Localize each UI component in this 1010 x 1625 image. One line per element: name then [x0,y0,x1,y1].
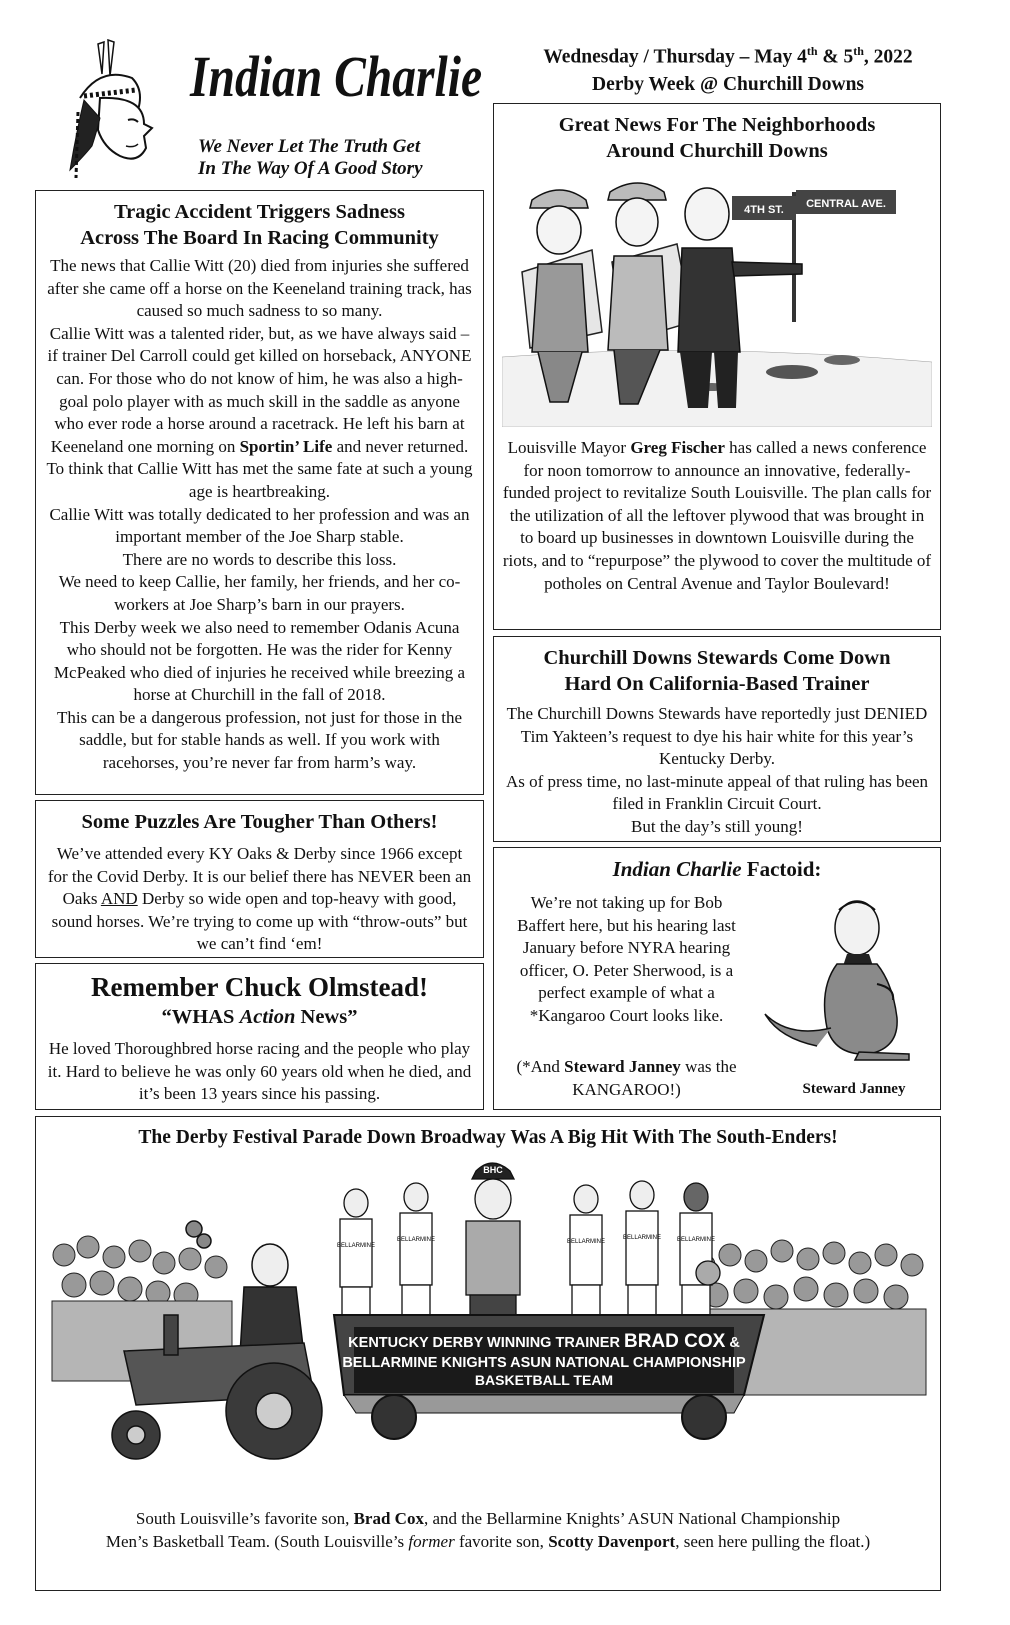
construction-cartoon [502,172,932,427]
cap-label: BHC [483,1165,503,1175]
jersey-label: BELLARMINE [336,1243,376,1249]
story-title: Indian Charlie Factoid: [612,857,822,881]
story-title: Churchill Downs Stewards Come Down Hard On California-Based Trainer [543,647,891,695]
caption-line-2: Men’s Basketball Team. (South Louisville’s former favorite son, Scotty Davenport, seen here pulling the float.) [105,1532,871,1551]
sign-4th-st: 4TH ST. [744,204,784,216]
kangaroo-cartoon [759,888,929,1068]
indian-head-logo [40,38,170,183]
sign-central-ave: CENTRAL AVE. [806,198,886,210]
factoid-note: (*And Steward Janney was the KANGAROO!) [516,1057,737,1099]
basketball-players [337,1181,720,1333]
jersey-label: BELLARMINE [396,1237,436,1243]
story-title: The Derby Festival Parade Down Broadway Was A Big Hit With The South-Enders! [138,1127,838,1148]
parade-cartoon [44,1155,932,1485]
story-puzzles [35,800,484,958]
masthead-name: Indian Charlie [190,44,483,109]
jersey-label: BELLARMINE [676,1237,716,1243]
story-stewards [493,636,941,842]
jersey-label: BELLARMINE [566,1239,606,1245]
story-subtitle: “WHAS Action News” [161,1006,358,1028]
story-title: Great News For The Neighborhoods Around Churchill Downs [558,114,876,162]
story-chuck-olmstead [35,963,484,1110]
story-factoid [493,847,941,1110]
dateline [488,38,968,98]
story-body: The news that Callie Witt (20) died from injuries she suffered after she came off a horse on the Keeneland training track, has caused so much sadness to so many. Callie Witt was a talented rider, but, as we have always said – if trainer Del Carroll could get killed on horseback, ANYONE can. For those who do not know of him, he was also a high-goal polo player with as much skill in the saddle as anyone who ever rode a horse around a racetrack. He left his barn at Keeneland one morning on Sportin’ Life and never returned. To think that Callie Witt has met the same fate at such a young age is heartbreaking. Callie Witt was totally dedicated to her profession and was an important member of the Joe Sharp stable. There are no words to describe this loss. We need to keep Callie, her family, her friends, and her co-workers at Joe Sharp’s barn in our prayers. This Derby week we also need to remember Odanis Acuna who should not be forgotten. He was the rider for Kenny McPeaked who died of injuries he received while breezing a horse at Churchill in the fall of 2018. This can be a dangerous profession, not just for those in the saddle, but for stable hands as well. If you work with racehorses, you’re never far from harm’s way. [46,256,473,773]
kangaroo-caption: Steward Janney [802,1081,906,1097]
story-tragic-accident [35,190,484,795]
story-body: We’re not taking up for Bob Baffert here, but his hearing last January before NYRA hearing officer, O. Peter Sherwood, is a perfect example of what a *Kangaroo Court looks like. [517,893,736,1025]
story-parade [35,1116,941,1591]
float-banner-line-2: BELLARMINE KNIGHTS ASUN NATIONAL CHAMPIONSHIP [342,1355,746,1371]
float-banner-line-3: BASKETBALL TEAM [474,1372,614,1388]
story-body: Louisville Mayor Greg Fischer has called a news conference for noon tomorrow to announce an innovative, federally-funded project to revitalize South Louisville. The plan calls for the utilization of all the leftover plywood that was brought in to board up businesses in downtown Louisville during the riots, and to “repurpose” the plywood to cover the multitude of potholes on Central Avenue and Taylor Boulevard! [502,438,932,593]
story-body: He loved Thoroughbred horse racing and the people who play it. Hard to believe he was only 60 years old when he died, and it’s been 13 years since his passing. [47,1039,472,1104]
caption-line-1: South Louisville’s favorite son, Brad Cox, and the Bellarmine Knights’ ASUN National Championship [135,1509,841,1528]
story-body: The Churchill Downs Stewards have reportedly just DENIED Tim Yakteen’s request to dye his hair white for this year’s Kentucky Derby. As of press time, no last-minute appeal of that ruling has been filed in Franklin Circuit Court. But the day’s still young! [505,704,929,836]
story-title: Tragic Accident Triggers Sadness Across The Board In Racing Community [80,201,439,249]
masthead-tagline-1: We Never Let The Truth Get [198,136,421,157]
story-title: Remember Chuck Olmstead! [91,972,428,1002]
story-title: Some Puzzles Are Tougher Than Others! [81,811,438,833]
masthead [40,38,483,188]
float-banner-line-1: KENTUCKY DERBY WINNING TRAINER BRAD COX & [348,1331,740,1352]
dateline-line-1: Wednesday / Thursday – May 4th & 5th, 2022 [543,44,913,68]
dateline-line-2: Derby Week @ Churchill Downs [591,73,865,95]
story-great-news [493,103,941,630]
jersey-label: BELLARMINE [622,1235,662,1241]
parade-caption [44,1507,932,1553]
story-body: We’ve attended every KY Oaks & Derby since 1966 except for the Covid Derby. It is our belief there has NEVER been an Oaks AND Derby so wide open and top-heavy with good, sound horses. We’re trying to come up with “throw-outs” but we can’t find ‘em! [47,844,472,954]
masthead-tagline-2: In The Way Of A Good Story [198,158,423,179]
